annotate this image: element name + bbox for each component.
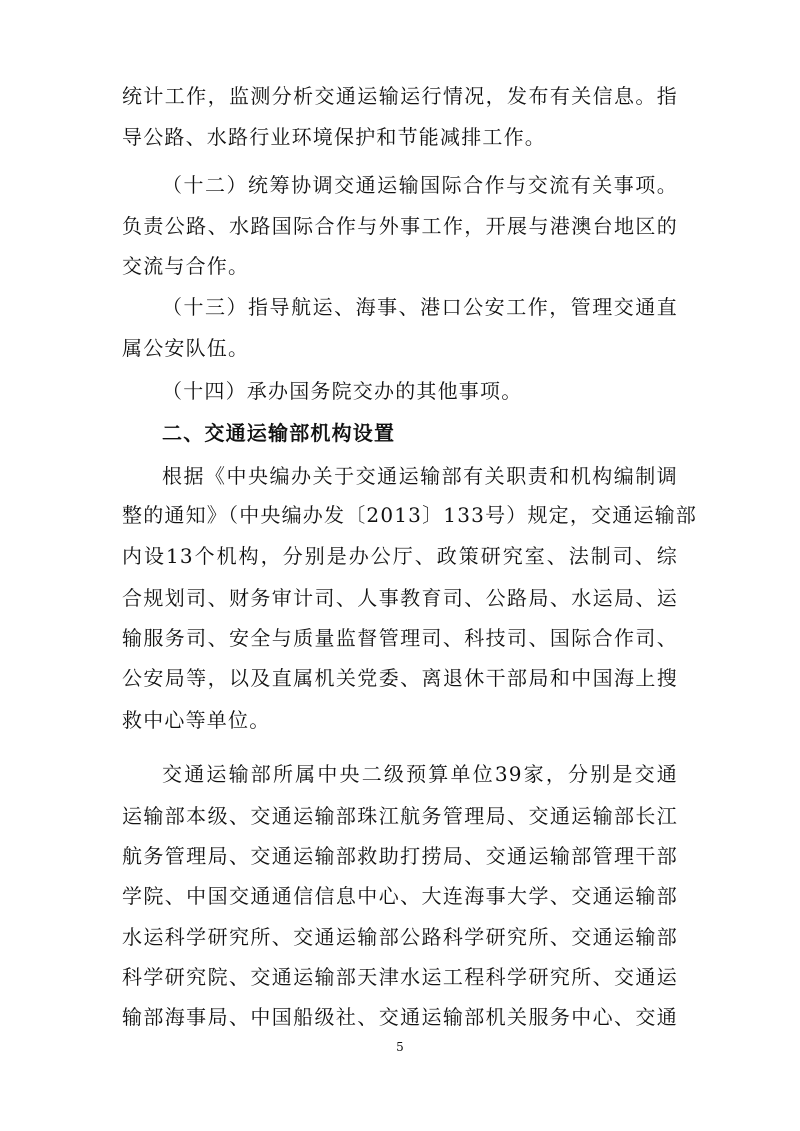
section-paragraph-2-line-4: 学院、中国交通通信信息中心、大连海事大学、交通运输部 bbox=[122, 884, 678, 908]
section-paragraph-1-line-4: 合规划司、财务审计司、人事教育司、公路局、水运局、运 bbox=[122, 586, 678, 610]
item-13-line-1: （十三）指导航运、海事、港口公安工作，管理交通直 bbox=[162, 295, 678, 319]
section-paragraph-2-line-1: 交通运输部所属中央二级预算单位39家，分别是交通 bbox=[162, 762, 678, 786]
section-paragraph-2-line-5: 水运科学研究所、交通运输部公路科学研究所、交通运输部 bbox=[122, 925, 678, 949]
section-paragraph-1-line-5: 输服务司、安全与质量监督管理司、科技司、国际合作司、 bbox=[122, 626, 678, 650]
section-paragraph-1-line-3: 内设13个机构，分别是办公厅、政策研究室、法制司、综 bbox=[122, 544, 678, 568]
section-paragraph-1-line-7: 救中心等单位。 bbox=[122, 708, 271, 732]
paragraph-line-2: 导公路、水路行业环境保护和节能减排工作。 bbox=[122, 125, 546, 149]
item-13-line-2: 属公安队伍。 bbox=[122, 336, 250, 360]
item-14-line-1: （十四）承办国务院交办的其他事项。 bbox=[162, 379, 523, 403]
section-paragraph-1-line-6: 公安局等，以及直属机关党委、离退休干部局和中国海上搜 bbox=[122, 666, 678, 690]
item-12-line-2: 负责公路、水路国际合作与外事工作，开展与港澳台地区的 bbox=[122, 214, 678, 238]
item-12-line-1: （十二）统筹协调交通运输国际合作与交流有关事项。 bbox=[162, 173, 678, 197]
section-paragraph-2-line-6: 科学研究院、交通运输部天津水运工程科学研究所、交通运 bbox=[122, 965, 678, 989]
paragraph-line-1: 统计工作，监测分析交通运输运行情况，发布有关信息。指 bbox=[122, 84, 678, 108]
item-12-line-3: 交流与合作。 bbox=[122, 254, 250, 278]
page-number: 5 bbox=[396, 1040, 404, 1054]
section-paragraph-1-line-2: 整的通知》（中央编办发〔2013〕133号）规定，交通运输部 bbox=[122, 503, 698, 527]
section-paragraph-2-line-2: 运输部本级、交通运输部珠江航务管理局、交通运输部长江 bbox=[122, 804, 678, 828]
section-paragraph-2-line-7: 输部海事局、中国船级社、交通运输部机关服务中心、交通 bbox=[122, 1005, 678, 1029]
section-paragraph-1-line-1: 根据《中央编办关于交通运输部有关职责和机构编制调 bbox=[162, 464, 678, 488]
section-paragraph-2-line-3: 航务管理局、交通运输部救助打捞局、交通运输部管理干部 bbox=[122, 844, 678, 868]
section-heading: 二、交通运输部机构设置 bbox=[162, 421, 396, 445]
